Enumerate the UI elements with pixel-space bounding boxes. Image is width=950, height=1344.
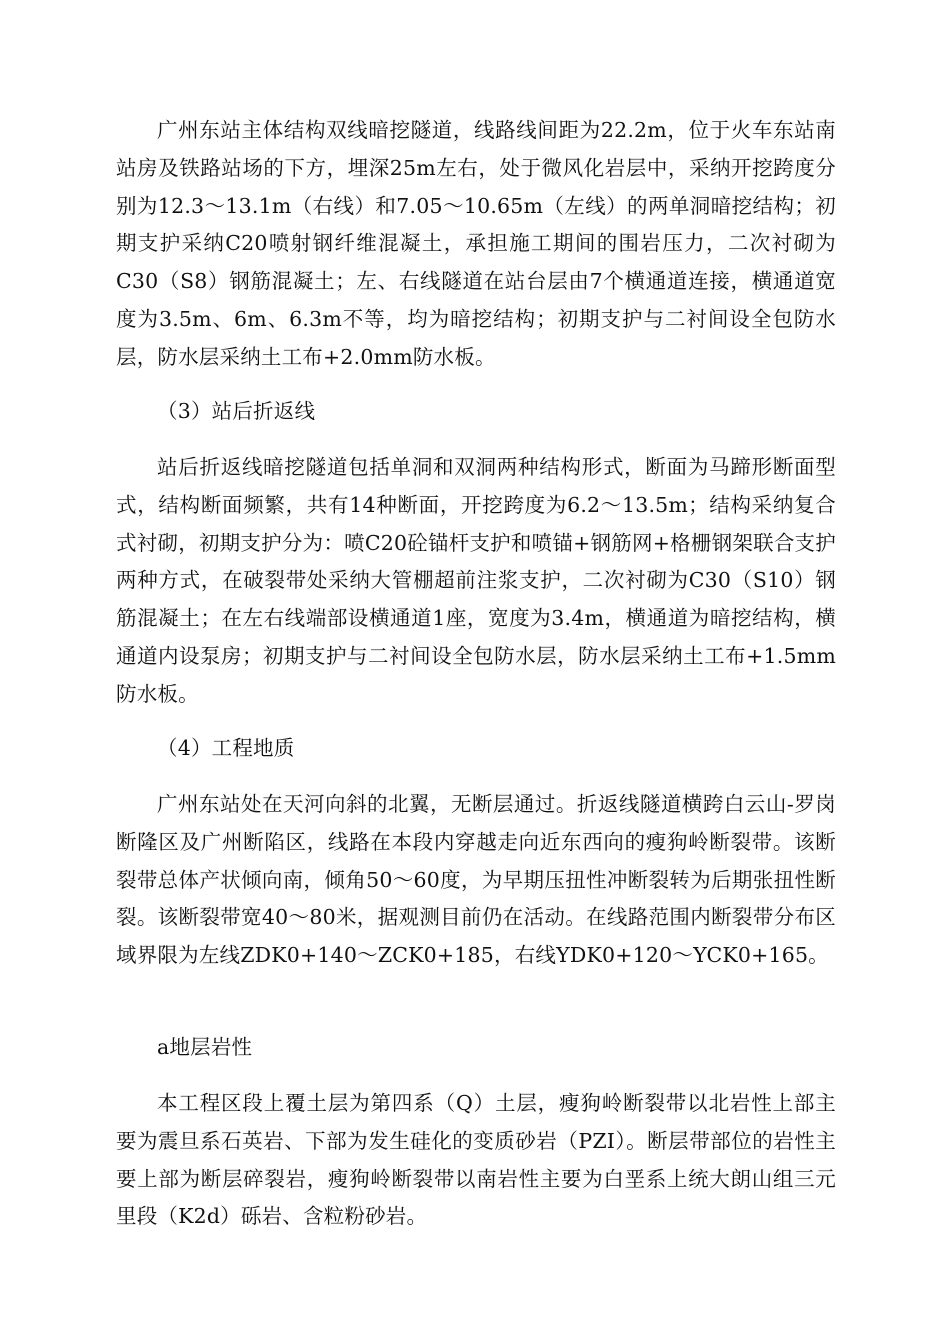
paragraph-geology: 广州东站处在天河向斜的北翼，无断层通过。折返线隧道横跨白云山-罗岗断隆区及广州断陷区，线路在本段内穿越走向近东西向的瘦狗岭断裂带。该断裂带总体产状倾向南，倾角50～60度，为早期压扭性冲断裂转为后期张扭性断裂。该断裂带宽40～80米，据观测目前仍在活动。在线路范围内断裂带分布区域界限为左线ZDK0+140～ZCK0+185，右线YDK0+120～YCK0+165。 xyxy=(116,792,836,968)
heading-turnback-line: （3）站后折返线 xyxy=(157,399,316,423)
paragraph-turnback-tunnel: 站后折返线暗挖隧道包括单洞和双洞两种结构形式，断面为马蹄形断面型式，结构断面频繁，共有14种断面，开挖跨度为6.2～13.5m；结构采纳复合式衬砌，初期支护分为：喷C20砼锚杆支护和喷锚+钢筋网+格栅钢架联合支护两种方式，在破裂带处采纳大管棚超前注浆支护，二次衬砌为C30（S10）钢筋混凝土；在左右线端部设横通道1座，宽度为3.4m，横通道为暗挖结构，横通道内设泵房；初期支护与二衬间设全包防水层，防水层采纳土工布+1.5mm防水板。 xyxy=(116,455,836,706)
paragraph-main-structure: 广州东站主体结构双线暗挖隧道，线路线间距为22.2m，位于火车东站南站房及铁路站场的下方，埋深25m左右，处于微风化岩层中，采纳开挖跨度分别为12.3～13.1m（右线）和7.05～10.65m（左线）的两单洞暗挖结构；初期支护采纳C20喷射钢纤维混凝土，承担施工期间的围岩压力，二次衬砌为C30（S8）钢筋混凝土；左、右线隧道在站台层由7个横通道连接，横通道宽度为3.5m、6m、6.3m不等，均为暗挖结构；初期支护与二衬间设全包防水层，防水层采纳土工布+2.0mm防水板。 xyxy=(116,118,836,369)
paragraph-lithology: 本工程区段上覆土层为第四系（Q）土层，瘦狗岭断裂带以北岩性上部主要为震旦系石英岩、下部为发生硅化的变质砂岩（PZI）。断层带部位的岩性主要上部为断层碎裂岩，瘦狗岭断裂带以南岩性主要为白垩系上统大朗山组三元里段（K2d）砾岩、含粒粉砂岩。 xyxy=(116,1091,836,1229)
heading-stratum-lithology: a地层岩性 xyxy=(157,1035,253,1059)
heading-engineering-geology: （4）工程地质 xyxy=(157,736,295,760)
